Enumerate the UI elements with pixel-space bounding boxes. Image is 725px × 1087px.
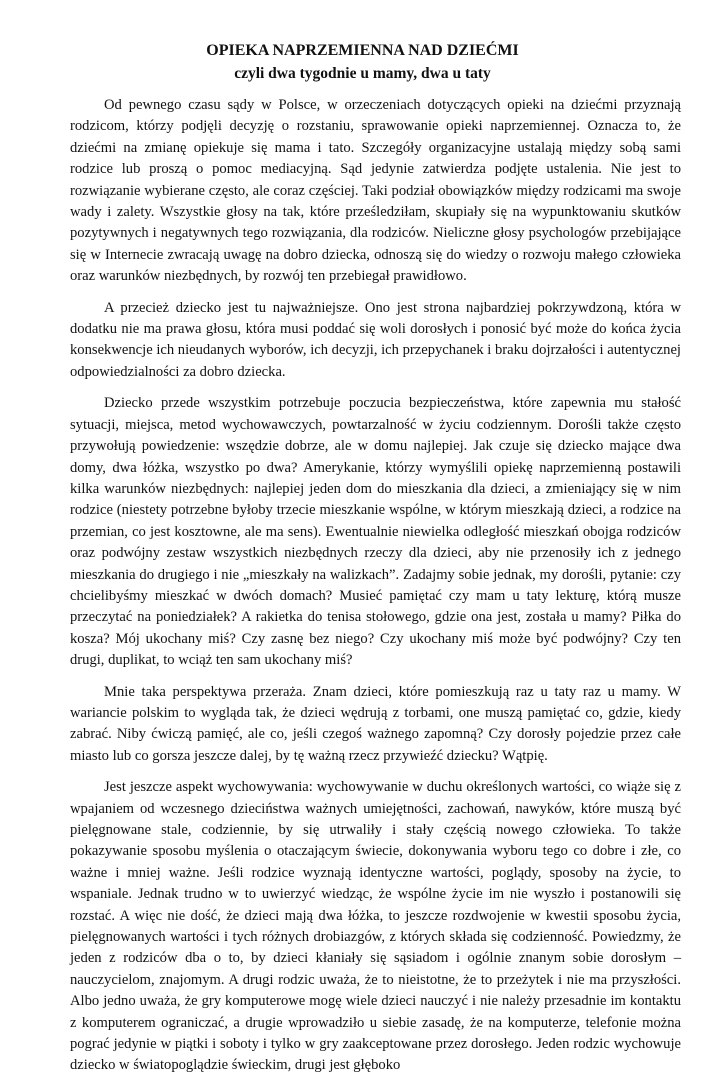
document-subtitle: czyli dwa tygodnie u mamy, dwa u taty (234, 65, 491, 82)
paragraph: Jest jeszcze aspekt wychowywania: wychowywanie w duchu określonych wartości, co wiąże się z wpajaniem od wczesnego dzieciństwa ważnych umiejętności, zachowań, nawyków, które muszą być pielęgnowane stale, codziennie, by się utrwaliły i stały częścią nowego człowieka. To także pokazywanie sposobu myślenia o otaczającym świecie, dokonywania wyboru tego co dobre i złe, co ważne i mniej ważne. Jeśli rodzice wyznają identyczne wartości, poglądy, sposoby na życie, to wspaniale. Jednak trudno w to uwierzyć wiedząc, że wspólne życie im nie wyszło i postanowili się rozstać. A więc nie dość, że dzieci mają dwa łóżka, to jeszcze rozdwojenie w kwestii sposobu życia, pielęgnowanych wartości i tych różnych drobiazgów, z których składa się codzienność. Powiedzmy, że jeden z rodziców dba o to, by dzieci kłaniały się sąsiadom i ogólnie znanym sobie dorosłym – nauczycielom, znajomym. A drugi rodzic uważa, że to nieistotne, że to przeżytek i nie ma przyszłości. Albo jedno uważa, że gry komputerowe mogę wiele dzieci nauczyć i nie należy przesadnie im kontaktu z komputerem ograniczać, a drugie wprowadziło u siebie zasadę, że na komputerze, telefonie można pograć jedynie w piątki i soboty i tylko w gry zaakceptowane przez dorosłego. Jeden rodzic wychowuje dziecko w światopoglądzie świeckim, drugi jest głęboko (70, 779, 681, 1074)
paragraph: A przecież dziecko jest tu najważniejsze. Ono jest strona najbardziej pokrzywdzoną, która w dodatku nie ma prawa głosu, która musi poddać się woli dorosłych i ponosić być może do końca życia konsekwencje ich nieudanych wyborów, ich decyzji, ich przepychanek i braku dojrzałości i autentycznej odpowiedzialności za dobro dziecka. (70, 299, 681, 380)
paragraph: Mnie taka perspektywa przeraża. Znam dzieci, które pomieszkują raz u taty raz u mamy. W wariancie polskim to wygląda tak, że dzieci wędrują z torbami, one muszą pamiętać co, gdzie, kiedy zabrać. Niby ćwiczą pamięć, ale co, jeśli czegoś ważnego zapomną? Czy dorosły pojedzie przez całe miasto lub co gorsza jeszcze dalej, by tę ważną rzecz przywieźć dziecku? Wątpię. (70, 683, 681, 764)
paragraph: Od pewnego czasu sądy w Polsce, w orzeczeniach dotyczących opieki na dziećmi przyznają rodzicom, którzy podjęli decyzję o rozstaniu, sprawowanie opieki naprzemiennej. Oznacza to, że dziećmi na zmianę opiekuje się mama i tato. Szczegóły organizacyjne ustalają między sobą sami rodzice lub proszą o pomoc mediacyjną. Sąd jedynie zatwierdza podjęte ustalenia. Nie jest to rozwiązanie wybierane często, ale coraz częściej. Taki podział obowiązków między rodzicami ma swoje wady i zalety. Wszystkie głosy na tak, które prześledziłam, skupiały się na wypunktowaniu skutków pozytywnych i negatywnych tego rozwiązania, dla rodziców. Nieliczne głosy psychologów przebijające się w Internecie zwracają uwagę na dobro dziecka, odnoszą się do wiedzy o rozwoju małego człowieka oraz warunków niezbędnych, by rozwój ten przebiegał prawidłowo. (70, 97, 681, 285)
document-body (70, 95, 681, 1087)
document-title: OPIEKA NAPRZEMIENNA NAD DZIEĆMI (206, 42, 519, 59)
paragraph: Dziecko przede wszystkim potrzebuje poczucia bezpieczeństwa, które zapewnia mu stałość sytuacji, miejsca, metod wychowawczych, powtarzalność w życiu codziennym. Dorośli także często przywołują powiedzenie: wszędzie dobrze, ale w domu najlepiej. Jak czuje się dziecko mające dwa domy, dwa łóżka, wszystko po dwa? Amerykanie, którzy wymyślili opiekę naprzemienną postawili kilka warunków niezbędnych: najlepiej jeden dom do mieszkania dla dzieci, a zmieniający się w nim rodzice (niestety potrzebne byłoby trzecie mieszkanie wspólne, w którym mieszkają dzieci, a rodzice na przemian, co jest kosztowne, ale ma sens). Ewentualnie niewielka odległość mieszkań obojga rodziców oraz podwójny zestaw wszystkich niezbędnych rzeczy dla dzieci, aby nie przenosiły ich z jednego mieszkania do drugiego i nie „mieszkały na walizkach”. Zadajmy sobie jednak, my dorośli, pytanie: czy chcielibyśmy mieszkać w dwóch domach? Musieć pamiętać czy mam u taty lekturę, którą musze przeczytać na poniedziałek? A rakietka do tenisa stołowego, gdzie ona jest, została u mamy? Piłka do kosza? Mój ukochany miś? Czy zasnę bez niego? Czy ukochany miś może być podwójny? Czy ten drugi, duplikat, to wciąż ten sam ukochany miś? (70, 395, 681, 669)
